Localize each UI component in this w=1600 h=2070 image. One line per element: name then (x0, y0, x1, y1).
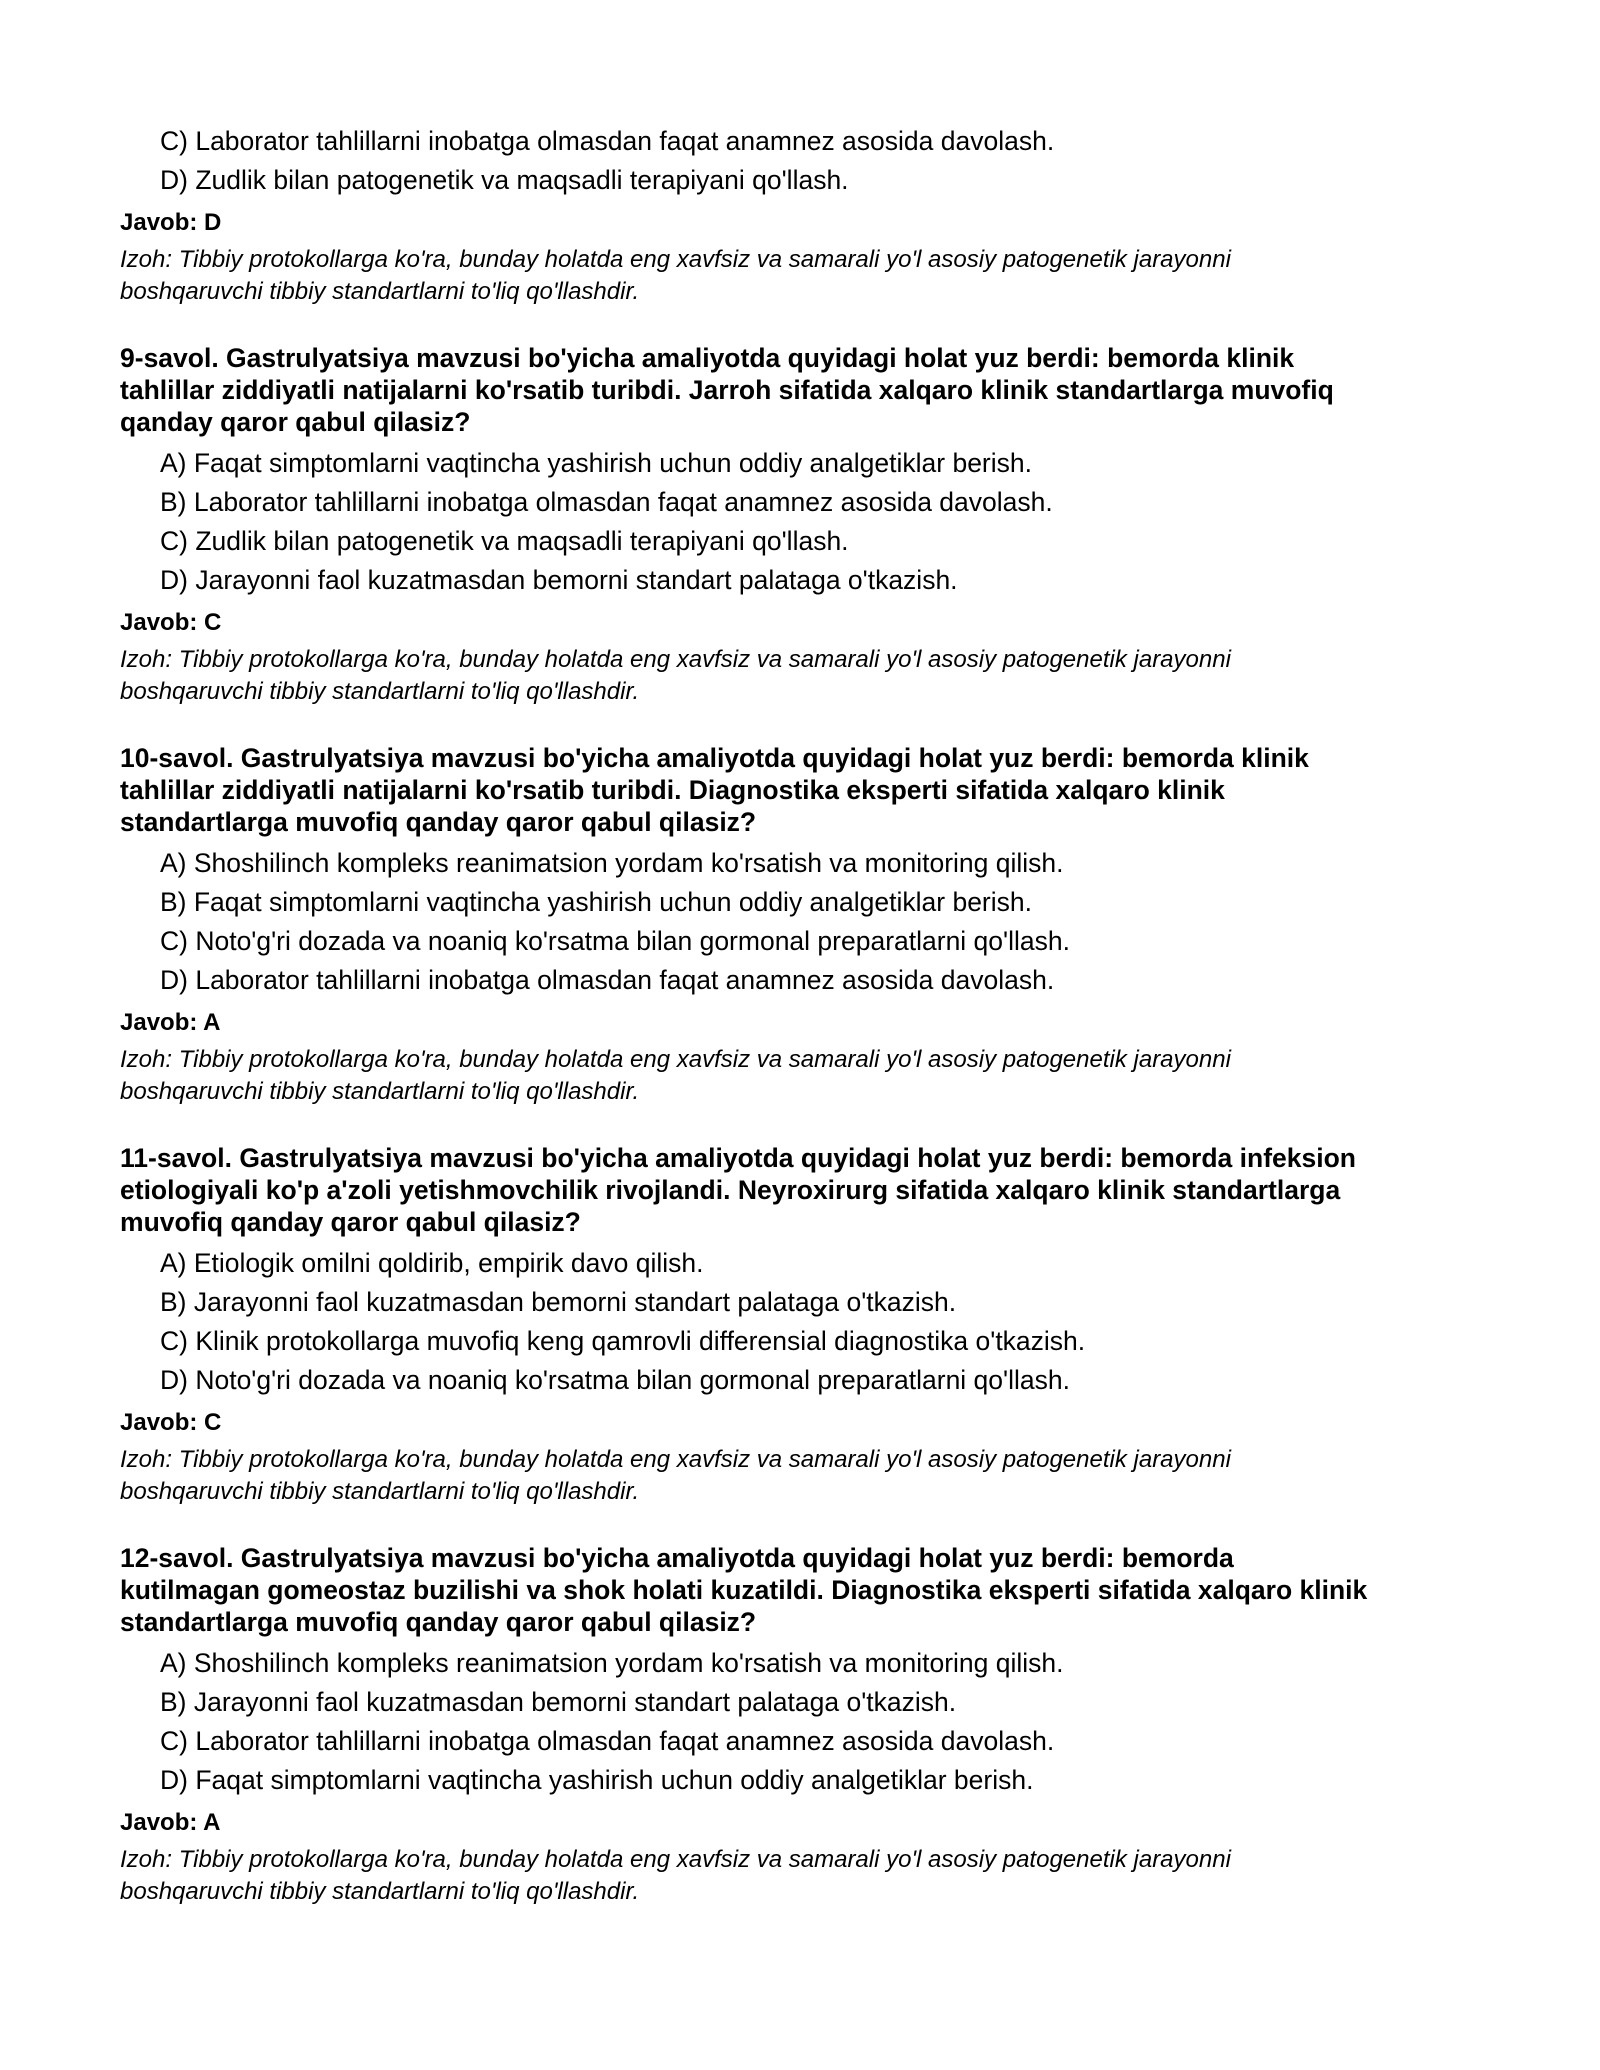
question-block-9 (120, 342, 1500, 708)
option-a: A) Shoshilinch kompleks reanimatsion yordam ko'rsatish va monitoring qilish. (160, 1648, 1064, 1678)
note-line: boshqaruvchi tibbiy standartlarni to'liq qo'llashdir. (120, 678, 640, 705)
question-line: 9-savol. Gastrulyatsiya mavzusi bo'yicha amaliyotda quyidagi holat yuz berdi: bemorda klinik (120, 343, 1295, 373)
note-line: Izoh: Tibbiy protokollarga ko'ra, bunday holatda eng xavfsiz va samarali yo'l asosiy patogenetik jarayonni (120, 646, 1231, 673)
option-c: C) Noto'g'ri dozada va noaniq ko'rsatma bilan gormonal preparatlarni qo'llash. (160, 926, 1070, 956)
question-text (120, 1142, 1500, 1238)
option-d: D) Laborator tahlillarni inobatga olmasdan faqat anamnez asosida davolash. (160, 965, 1055, 995)
note-line: Izoh: Tibbiy protokollarga ko'ra, bunday holatda eng xavfsiz va samarali yo'l asosiy patogenetik jarayonni (120, 1846, 1231, 1873)
option-d: D) Zudlik bilan patogenetik va maqsadli terapiyani qo'llash. (160, 165, 849, 195)
note-line: Izoh: Tibbiy protokollarga ko'ra, bunday holatda eng xavfsiz va samarali yo'l asosiy patogenetik jarayonni (120, 1046, 1231, 1073)
answer-options (120, 122, 1500, 200)
question-block-carryover (120, 122, 1500, 308)
explanation-note (120, 1444, 1500, 1508)
question-block-10 (120, 742, 1500, 1108)
explanation-note (120, 1044, 1500, 1108)
note-line: Izoh: Tibbiy protokollarga ko'ra, bunday holatda eng xavfsiz va samarali yo'l asosiy patogenetik jarayonni (120, 246, 1231, 273)
option-c: C) Zudlik bilan patogenetik va maqsadli terapiyani qo'llash. (160, 526, 849, 556)
option-a: A) Shoshilinch kompleks reanimatsion yordam ko'rsatish va monitoring qilish. (160, 848, 1064, 878)
option-b: B) Jarayonni faol kuzatmasdan bemorni standart palataga o'tkazish. (160, 1687, 957, 1717)
question-line: qanday qaror qabul qilasiz? (120, 407, 471, 437)
answer-key: Javob: A (120, 1809, 221, 1836)
explanation-note (120, 244, 1500, 308)
question-line: tahlillar ziddiyatli natijalarni ko'rsatib turibdi. Diagnostika eksperti sifatida xalqaro klinik (120, 775, 1225, 805)
answer-options (120, 1644, 1500, 1800)
answer-options (120, 1244, 1500, 1400)
question-block-12 (120, 1542, 1500, 1908)
answer-options (120, 444, 1500, 600)
question-line: kutilmagan gomeostaz buzilishi va shok holati kuzatildi. Diagnostika eksperti sifatida xalqaro klinik (120, 1575, 1368, 1605)
explanation-note (120, 1844, 1500, 1908)
option-b: B) Jarayonni faol kuzatmasdan bemorni standart palataga o'tkazish. (160, 1287, 957, 1317)
question-line: standartlarga muvofiq qanday qaror qabul qilasiz? (120, 807, 757, 837)
option-a: A) Etiologik omilni qoldirib, empirik davo qilish. (160, 1248, 704, 1278)
question-line: etiologiyali ko'p a'zoli yetishmovchilik rivojlandi. Neyroxirurg sifatida xalqaro klinik standartlarga (120, 1175, 1341, 1205)
question-text (120, 342, 1500, 438)
question-text (120, 742, 1500, 838)
note-line: boshqaruvchi tibbiy standartlarni to'liq qo'llashdir. (120, 1878, 640, 1905)
question-line: 12-savol. Gastrulyatsiya mavzusi bo'yicha amaliyotda quyidagi holat yuz berdi: bemorda (120, 1543, 1234, 1573)
option-d: D) Jarayonni faol kuzatmasdan bemorni standart palataga o'tkazish. (160, 565, 958, 595)
question-block-11 (120, 1142, 1500, 1508)
option-c: C) Klinik protokollarga muvofiq keng qamrovli differensial diagnostika o'tkazish. (160, 1326, 1086, 1356)
option-a: A) Faqat simptomlarni vaqtincha yashirish uchun oddiy analgetiklar berish. (160, 448, 1032, 478)
answer-key: Javob: A (120, 1009, 221, 1036)
option-d: D) Faqat simptomlarni vaqtincha yashirish uchun oddiy analgetiklar berish. (160, 1765, 1034, 1795)
document-page (120, 122, 1500, 1908)
note-line: boshqaruvchi tibbiy standartlarni to'liq qo'llashdir. (120, 278, 640, 305)
question-line: 10-savol. Gastrulyatsiya mavzusi bo'yicha amaliyotda quyidagi holat yuz berdi: bemorda klinik (120, 743, 1309, 773)
answer-key: Javob: C (120, 1409, 222, 1436)
answer-key: Javob: D (120, 209, 222, 236)
question-text (120, 1542, 1500, 1638)
option-c: C) Laborator tahlillarni inobatga olmasdan faqat anamnez asosida davolash. (160, 126, 1055, 156)
option-b: B) Faqat simptomlarni vaqtincha yashirish uchun oddiy analgetiklar berish. (160, 887, 1032, 917)
note-line: boshqaruvchi tibbiy standartlarni to'liq qo'llashdir. (120, 1478, 640, 1505)
explanation-note (120, 644, 1500, 708)
option-d: D) Noto'g'ri dozada va noaniq ko'rsatma bilan gormonal preparatlarni qo'llash. (160, 1365, 1070, 1395)
question-line: tahlillar ziddiyatli natijalarni ko'rsatib turibdi. Jarroh sifatida xalqaro klinik standartlarga muvofiq (120, 375, 1334, 405)
answer-key: Javob: C (120, 609, 222, 636)
option-c: C) Laborator tahlillarni inobatga olmasdan faqat anamnez asosida davolash. (160, 1726, 1055, 1756)
question-line: muvofiq qanday qaror qabul qilasiz? (120, 1207, 581, 1237)
note-line: Izoh: Tibbiy protokollarga ko'ra, bunday holatda eng xavfsiz va samarali yo'l asosiy patogenetik jarayonni (120, 1446, 1231, 1473)
answer-options (120, 844, 1500, 1000)
note-line: boshqaruvchi tibbiy standartlarni to'liq qo'llashdir. (120, 1078, 640, 1105)
question-line: standartlarga muvofiq qanday qaror qabul qilasiz? (120, 1607, 757, 1637)
question-line: 11-savol. Gastrulyatsiya mavzusi bo'yicha amaliyotda quyidagi holat yuz berdi: bemorda infeksion (120, 1143, 1356, 1173)
option-b: B) Laborator tahlillarni inobatga olmasdan faqat anamnez asosida davolash. (160, 487, 1053, 517)
